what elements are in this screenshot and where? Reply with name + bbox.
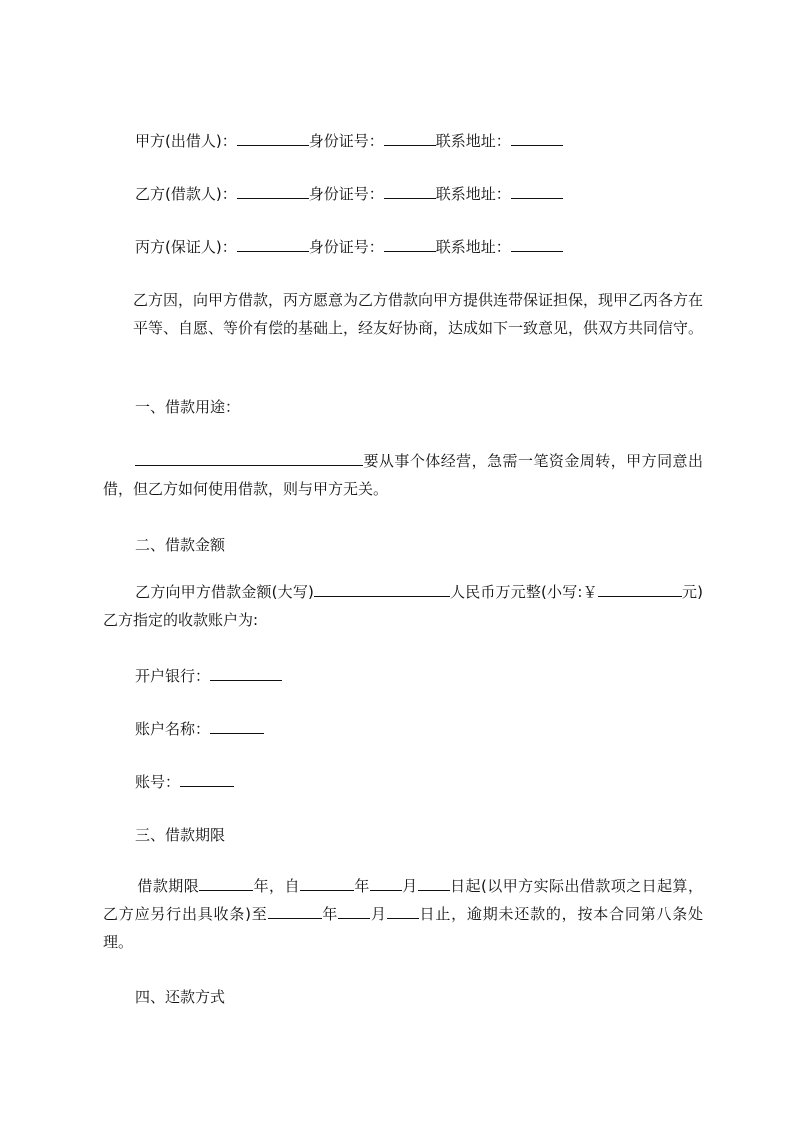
account-no-blank[interactable] (180, 772, 234, 787)
term-text-8: 日止，逾期未还款的，按本合同第八条处理。 (103, 905, 703, 951)
term-text-4: 月 (401, 877, 418, 895)
guarantor-id-label: 身份证号： (308, 238, 384, 256)
borrower-id-blank[interactable] (384, 184, 436, 199)
guarantor-address-blank[interactable] (511, 237, 563, 252)
bank-blank[interactable] (210, 666, 282, 681)
end-year-blank[interactable] (268, 904, 322, 919)
party-borrower-line (135, 184, 563, 204)
term-text-3: 年 (353, 877, 370, 895)
start-year-blank[interactable] (300, 876, 354, 891)
amount-lowercase-blank[interactable] (598, 582, 664, 597)
purpose-blank[interactable] (135, 451, 363, 466)
guarantor-label: 丙方(保证人)： (135, 238, 237, 256)
account-name-label: 账户名称： (135, 720, 211, 738)
amount-text-c: 元)乙方指定的收款账户为: (103, 583, 703, 629)
term-text-5: 日起(以甲方实际出借款项之日起算，乙方应另行出具收条)至 (103, 877, 703, 923)
borrower-address-blank[interactable] (511, 184, 563, 199)
section1-text: 要从事个体经营，急需一笔资金周转，甲方同意出借，但乙方如何使用借款，则与甲方无关。 (103, 452, 703, 498)
lender-address-blank[interactable] (511, 131, 563, 146)
amount-text-b: 人民币万元整(小写:￥ (449, 583, 598, 601)
section2-paragraph (103, 578, 703, 634)
term-years-blank[interactable] (199, 876, 253, 891)
amount-uppercase-blank[interactable] (314, 582, 450, 597)
start-month-blank[interactable] (370, 876, 402, 891)
borrower-label: 乙方(借款人)： (135, 185, 237, 203)
guarantor-address-label: 联系地址： (435, 238, 511, 256)
account-name-line (135, 719, 264, 739)
account-name-blank[interactable] (210, 719, 264, 734)
term-text-6: 年 (321, 905, 339, 923)
end-day-blank[interactable] (387, 904, 419, 919)
guarantor-name-blank[interactable] (237, 237, 309, 252)
borrower-id-label: 身份证号： (308, 185, 384, 203)
account-no-label: 账号： (135, 773, 181, 791)
section3-paragraph (103, 872, 703, 956)
party-guarantor-line (135, 237, 563, 257)
lender-id-label: 身份证号： (308, 132, 384, 150)
lender-name-blank[interactable] (237, 131, 309, 146)
term-text-7: 月 (370, 905, 387, 923)
bank-label: 开户银行： (135, 667, 211, 685)
section2-heading: 二、借款金额 (135, 536, 226, 554)
end-month-blank[interactable] (338, 904, 370, 919)
section1-heading: 一、借款用途： (135, 398, 241, 416)
section4-heading: 四、还款方式 (135, 988, 226, 1006)
amount-text-a: 乙方向甲方借款金额(大写) (135, 583, 314, 601)
term-text-2: 年，自 (253, 877, 300, 895)
intro-paragraph: 乙方因，向甲方借款，丙方愿意为乙方借款向甲方提供连带保证担保，现甲乙丙各方在平等、自愿、等价有偿的基础上，经友好协商，达成如下一致意见，供双方共同信守。 (133, 291, 704, 337)
start-day-blank[interactable] (418, 876, 450, 891)
party-lender-line (135, 131, 563, 151)
bank-line (135, 666, 282, 686)
guarantor-id-blank[interactable] (384, 237, 436, 252)
borrower-address-label: 联系地址： (435, 185, 511, 203)
lender-label: 甲方(出借人)： (135, 132, 237, 150)
amount-lowercase-blank-cont[interactable] (664, 582, 682, 597)
borrower-name-blank[interactable] (237, 184, 309, 199)
lender-address-label: 联系地址： (435, 132, 511, 150)
account-no-line (135, 772, 234, 792)
section1-paragraph (103, 447, 703, 503)
section3-heading: 三、借款期限 (135, 826, 226, 844)
term-text-1: 借款期限 (137, 877, 200, 895)
lender-id-blank[interactable] (384, 131, 436, 146)
